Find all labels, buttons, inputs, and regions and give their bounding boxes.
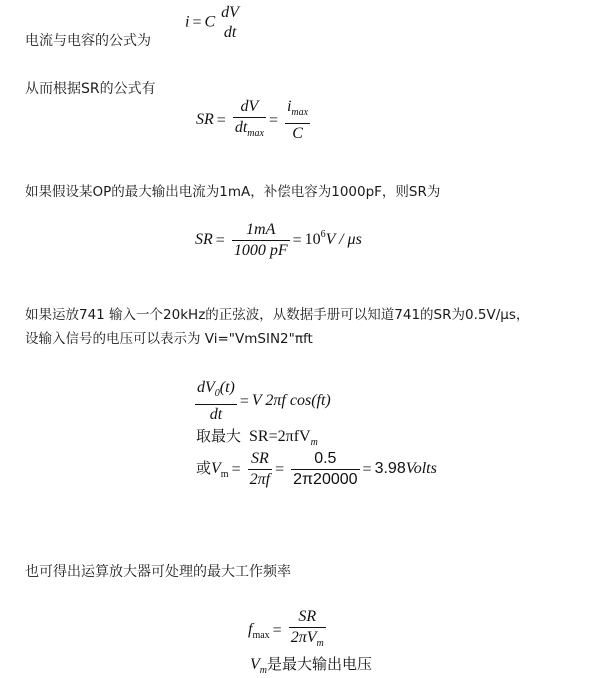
result-exponent: 6 <box>320 229 326 241</box>
equals-sign: = <box>272 621 282 639</box>
numerator <box>285 97 310 124</box>
equals-sign: = <box>192 14 202 31</box>
formula-sr-example <box>195 220 362 261</box>
numerator: SR <box>289 607 326 628</box>
den-subscript: max <box>247 128 264 139</box>
text-current-capacitance-formula-intro: 电流与电容的公式为 <box>25 33 151 49</box>
den-text: 2πV <box>290 629 317 646</box>
prefix-text: 取最大 <box>196 428 242 445</box>
numerator: SR <box>248 449 272 470</box>
formula-derivative <box>195 378 331 425</box>
equals-sign: = <box>275 460 285 478</box>
equals-sign: = <box>268 111 278 129</box>
denominator: C <box>292 125 303 142</box>
equals-sign: = <box>231 460 241 478</box>
formula-lhs: SR <box>195 231 213 249</box>
equals-sign: = <box>215 231 225 249</box>
formula-slew-rate <box>196 97 310 144</box>
fraction-values <box>291 449 359 490</box>
result-unit: Volts <box>405 460 437 478</box>
denominator: dt <box>223 24 237 41</box>
den-text: dt <box>234 119 248 136</box>
num-text: i <box>286 98 292 115</box>
formula-vm <box>196 449 437 490</box>
numerator: 0.5 <box>291 449 359 470</box>
fraction-dv-dt <box>219 3 241 43</box>
num-subscript: 0 <box>214 388 220 399</box>
text-sr-formula-intro: 从而根据SR的公式有 <box>25 81 156 97</box>
den-subscript: m <box>316 638 324 649</box>
result-unit: V / μs <box>325 231 362 249</box>
var-text: V <box>250 656 260 673</box>
denominator: 2π20000 <box>293 471 358 488</box>
text-op-example: 如果假设某OP的最大输出电流为1mA，补偿电容为1000pF，则SR为 <box>25 184 441 200</box>
equals-sign: = <box>239 392 249 410</box>
fraction-dv0-dt <box>195 378 237 425</box>
fraction-dv-dtmax <box>233 97 266 144</box>
formula-rhs: V 2πf cos(ft) <box>251 392 331 410</box>
fraction-imax-c <box>285 97 310 144</box>
denominator: 2πf <box>249 471 271 488</box>
formula-lhs: i <box>185 13 190 31</box>
text-input-voltage-expression: 设输入信号的电压可以表示为 Vi="VmSIN2"πft <box>25 331 313 347</box>
formula-current-capacitance <box>185 3 241 43</box>
definition-text: 是最大输出电压 <box>267 656 373 673</box>
fraction-1ma-1000pf <box>232 220 290 261</box>
equals-sign: = <box>292 231 302 249</box>
lhs-subscript: m <box>220 469 229 481</box>
num-text: dV <box>197 379 215 396</box>
lhs-subscript: max <box>252 630 270 642</box>
numerator: 1mA <box>232 220 290 241</box>
text-vm-definition <box>250 653 372 676</box>
formula-fmax <box>248 607 326 654</box>
expr-text: SR=2πfV <box>249 428 311 445</box>
formula-lhs: f <box>248 621 253 639</box>
fraction-sr-2pif <box>248 449 272 490</box>
var-subscript: m <box>259 665 268 676</box>
numerator: dV <box>221 4 239 21</box>
denominator <box>289 628 326 654</box>
numerator <box>195 378 237 405</box>
num-tail: (t) <box>219 379 235 396</box>
prefix-text: 或 <box>196 460 212 478</box>
numerator: dV <box>233 97 266 118</box>
denominator: dt <box>209 406 223 423</box>
result-value: 10 <box>304 231 321 249</box>
text-max-frequency-intro: 也可得出运算放大器可处理的最大工作频率 <box>25 564 291 580</box>
formula-coef: C <box>204 13 216 31</box>
denominator <box>233 118 266 144</box>
num-subscript: max <box>291 107 309 118</box>
equals-sign: = <box>362 460 372 478</box>
result-value: 3.98 <box>374 460 406 478</box>
text-741-example: 如果运放741 输入一个20kHz的正弦波，从数据手册可以知道741的SR为0.5V/μs， <box>25 307 530 323</box>
expr-subscript: m <box>310 437 318 448</box>
equals-sign: = <box>216 111 226 129</box>
formula-max-sr <box>196 425 318 448</box>
formula-lhs: SR <box>196 111 214 129</box>
formula-lhs: V <box>211 460 221 478</box>
fraction-sr-2pivm <box>289 607 326 654</box>
denominator: 1000 pF <box>233 242 288 259</box>
